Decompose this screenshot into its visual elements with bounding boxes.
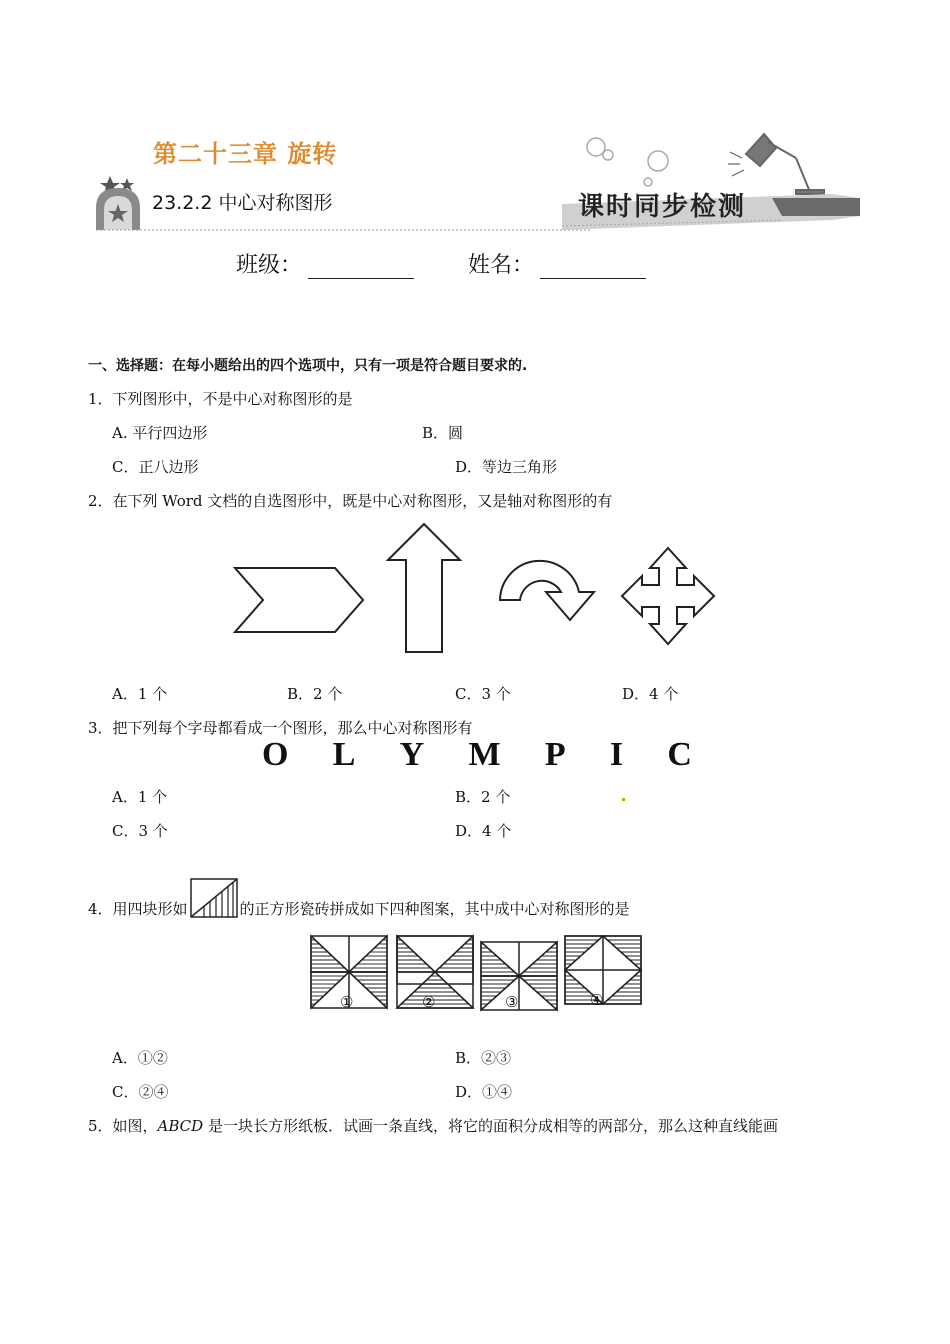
q3-option-a: A．1 个 [112,788,168,806]
letter-m: M [468,736,501,773]
name-blank [540,258,646,279]
q3-stem: 3．把下列每个字母都看成一个图形，那么中心对称图形有 [88,719,473,737]
q1-stem: 1．下列图形中，不是中心对称图形的是 [88,390,353,408]
q5-stem [88,1115,778,1136]
stray-mark [622,798,625,801]
q1-option-b: B．圆 [422,424,464,442]
class-blank [308,258,414,279]
tile-label-4: ④ [590,991,604,1009]
tile-icon [190,878,238,918]
letter-p: P [544,736,566,773]
letter-l: L [332,736,356,773]
up-arrow-shape-icon [388,524,460,652]
tile-pattern-3 [481,942,557,1010]
name-field [468,248,646,279]
tile-label-3: ③ [505,993,519,1011]
name-label: 姓名： [468,253,535,278]
q4-stem-before: 4．用四块形如 [88,900,188,918]
letter-y: Y [399,736,425,773]
brand-title: 课时同步检测 [578,192,747,222]
tile-label-2: ② [422,993,436,1011]
q4-option-a: A．①② [112,1049,168,1067]
bubble-decoration-icon [587,138,668,186]
q2-option-a: A．1 个 [112,685,168,703]
q3-option-c: C．3 个 [112,822,168,840]
class-field [236,248,414,279]
q3-option-b: B．2 个 [455,788,511,806]
q5-stem-prefix: 5．如图， [88,1117,158,1135]
header-banner [92,112,862,237]
q4-option-b: B．②③ [455,1049,512,1067]
curved-arrow-shape-icon [500,561,594,620]
desk-lamp-icon [728,134,824,194]
q5-stem-rest: 是一块长方形纸板．试画一条直线，将它的面积分成相等的两部分，那么这种直线能画 [203,1117,778,1135]
chapter-title: 第二十三章 旋转 [153,140,338,168]
four-way-arrow-shape-icon [622,548,714,644]
q2-stem: 2．在下列 Word 文档的自选图形中，既是中心对称图形，又是轴对称图形的有 [88,492,613,510]
q2-option-d: D．4 个 [622,685,679,703]
q4-stem-after: 的正方形瓷砖拼成如下四种图案，其中成中心对称图形的是 [239,900,630,918]
badge-icon [96,188,140,230]
q2-option-c: C．3 个 [455,685,511,703]
chevron-shape-icon [235,568,363,632]
q5-abcd: ABCD [157,1117,204,1135]
section-title: 23.2.2 中心对称图形 [152,192,333,214]
olympic-letters [262,736,692,774]
q3-option-d: D．4 个 [455,822,512,840]
q4-option-c: C．②④ [112,1083,169,1101]
q4-stem [88,878,630,919]
class-label: 班级： [236,253,303,278]
q2-option-b: B．2 个 [287,685,343,703]
q1-option-a: A. 平行四边形 [112,424,208,442]
q2-figure [228,520,723,658]
q4-option-d: D．①④ [455,1083,513,1101]
q1-option-c: C．正八边形 [112,458,199,476]
letter-o: O [262,736,289,773]
q1-option-d: D．等边三角形 [455,458,558,476]
tile-label-1: ① [340,993,354,1011]
section-heading: 一、选择题：在每小题给出的四个选项中，只有一项是符合题目要求的. [88,358,528,374]
letter-c: C [667,736,692,773]
letter-i: I [609,736,624,773]
